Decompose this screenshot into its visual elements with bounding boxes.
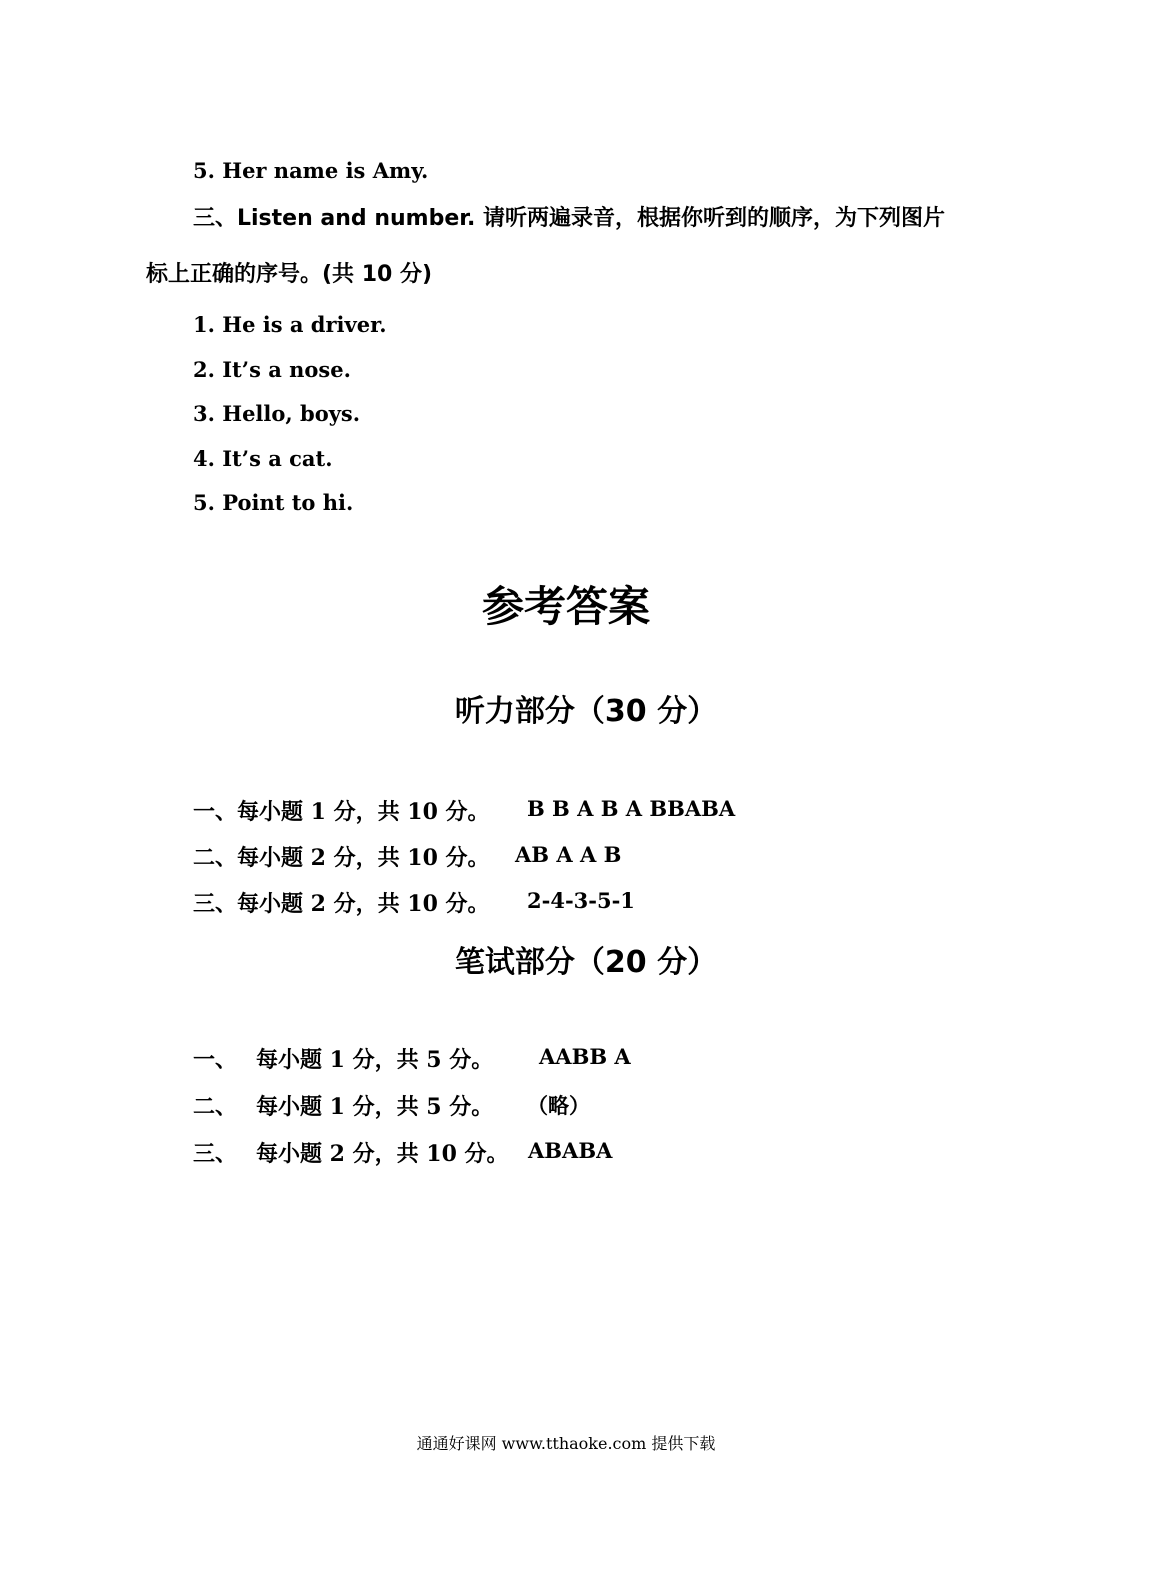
section-3-heading-line-2: 标上正确的序号。(共 10 分) [146,262,433,287]
listening-row-1-answer: B B A B A BBABA [527,796,736,821]
written-row-3-num: 三、 [193,1141,238,1167]
script-item-5: 5. Point to hi. [193,490,354,515]
script-item-3: 3. Hello, boys. [193,401,361,426]
footer-text: 通通好课网 www.tthaoke.com 提供下载 [416,1434,716,1453]
written-row-1-label: 每小题 1 分，共 5 分。 [256,1047,494,1073]
written-row-1-num: 一、 [193,1047,238,1073]
section-3-heading-line-1: 三、Listen and number. 请听两遍录音，根据你听到的顺序，为下列图片 [193,206,945,231]
written-row-2-answer: （略） [527,1093,590,1118]
script-item-2: 2. It’s a nose. [193,357,351,382]
written-row-1-answer: AABB A [539,1044,631,1069]
answer-key-title: 参考答案 [481,582,650,631]
listening-row-3-label: 三、每小题 2 分，共 10 分。 [193,891,490,917]
listening-section-heading: 听力部分（30 分） [454,694,718,729]
listening-row-3-answer: 2-4-3-5-1 [527,888,635,913]
listening-row-2-answer: AB A A B [515,842,622,867]
written-row-2-label: 每小题 1 分，共 5 分。 [256,1094,494,1120]
written-row-2-num: 二、 [193,1094,238,1120]
written-row-3-answer: ABABA [528,1138,613,1163]
script-item-4: 4. It’s a cat. [193,446,333,471]
written-section-heading: 笔试部分（20 分） [454,945,718,980]
script-prev-item: 5. Her name is Amy. [193,158,429,183]
listening-row-2-label: 二、每小题 2 分，共 10 分。 [193,845,490,871]
written-row-3-label: 每小题 2 分，共 10 分。 [256,1141,509,1167]
script-item-1: 1. He is a driver. [193,312,387,337]
listening-row-1-label: 一、每小题 1 分，共 10 分。 [193,799,490,825]
